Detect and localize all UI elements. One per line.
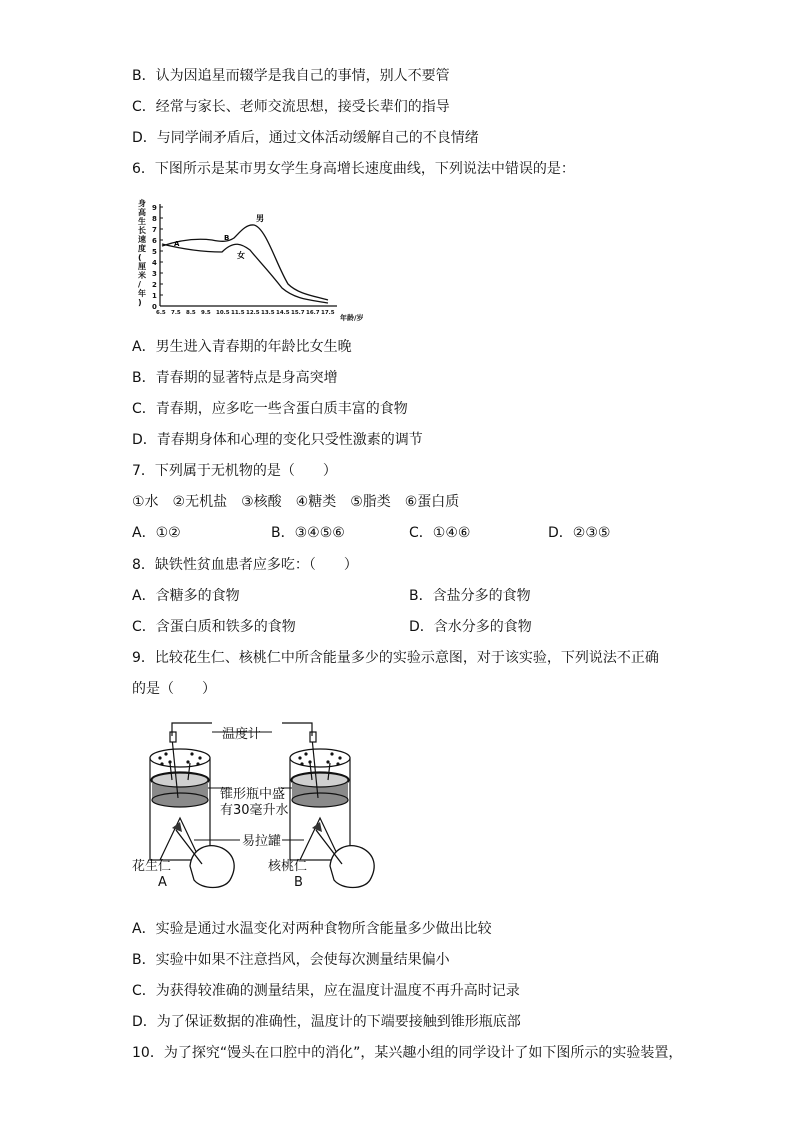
svg-text:): ) [138,298,142,307]
q10-stem: 10．为了探究“馒头在口腔中的消化”，某兴趣小组的同学设计了如下图所示的实验装置， [132,1045,683,1061]
chart-y-tick: 4 [152,259,157,267]
label-flask-line2: 有30毫升水 [220,803,289,818]
svg-text:长: 长 [138,226,146,235]
q8-option-b: B．含盐分多的食物 [409,588,531,604]
svg-text:身: 身 [138,199,146,208]
q6-option-d: D．青春期身体和心理的变化只受性激素的调节 [132,432,423,448]
svg-text:度: 度 [138,244,146,253]
q8-option-c: C．含蛋白质和铁多的食物 [132,619,296,635]
chart-y-tick: 8 [152,215,157,223]
chart-x-tick: 15.7 [291,310,305,316]
svg-text:米: 米 [138,271,146,280]
chart-x-tick: 16.7 [306,310,320,316]
svg-text:生: 生 [138,217,146,226]
q7-option-a: A．①② [132,525,181,541]
q7-option-d: D．②③⑤ [548,525,611,541]
q5-option-c: C．经常与家长、老师交流思想，接受长辈们的指导 [132,99,450,115]
chart-x-tick: 13.5 [261,310,275,316]
label-walnut: 核桃仁 [268,859,308,874]
q7-option-b: B．③④⑤⑥ [271,525,345,541]
q7-items: ①水 ②无机盐 ③核酸 ④糖类 ⑤脂类 ⑥蛋白质 [132,494,460,510]
chart-point-b: B [224,234,230,242]
chart-x-tick: 6.5 [156,310,166,316]
chart-x-tick: 8.5 [186,310,196,316]
q6-stem: 6．下图所示是某市男女学生身高增长速度曲线，下列说法中错误的是： [132,161,575,177]
q5-option-d: D．与同学闹矛盾后，通过文体活动缓解自己的不良情绪 [132,130,479,146]
chart-y-tick: 9 [152,204,157,212]
q6-option-c: C．青春期，应多吃一些含蛋白质丰富的食物 [132,401,408,417]
chart-y-tick: 6 [152,237,157,245]
chart-y-tick: 0 [152,303,157,311]
chart-y-tick: 5 [152,248,157,256]
q9-option-c: C．为获得较准确的测量结果，应在温度计温度不再升高时记录 [132,983,520,999]
chart-x-tick: 12.5 [246,310,260,316]
svg-text:高: 高 [138,208,146,217]
female-curve [162,244,328,303]
label-peanut: 花生仁 [132,859,172,874]
apparatus-a [150,723,212,860]
q9-stem-line2: 的是（ ） [132,681,216,697]
q8-option-a: A．含糖多的食物 [132,588,240,604]
apparatus-b [282,723,350,860]
chart-point-a: A [174,240,180,248]
q6-option-a: A．男生进入青春期的年龄比女生晚 [132,339,352,355]
chart-y-label [137,198,146,307]
q5-option-b: B．认为因追星而辍学是我自己的事情，别人不要管 [132,68,450,84]
svg-text:/: / [138,280,141,289]
chart-x-tick: 11.5 [231,310,245,316]
chart-x-tick: 14.5 [276,310,290,316]
q8-stem: 8．缺铁性贫血患者应多吃：（ ） [132,557,358,573]
chart-y-tick: 2 [152,281,157,289]
svg-text:厘: 厘 [138,262,146,271]
svg-text:(: ( [138,253,142,262]
male-curve [162,225,328,300]
label-thermometer: 温度计 [222,727,262,742]
q9-option-b: B．实验中如果不注意挡风，会使每次测量结果偏小 [132,952,450,968]
q9-option-d: D．为了保证数据的准确性，温度计的下端要接触到锥形瓶底部 [132,1014,521,1030]
chart-x-tick: 7.5 [171,310,181,316]
energy-experiment-figure [132,718,392,903]
chart-x-tick: 9.5 [201,310,211,316]
q6-option-b: B．青春期的显著特点是身高突增 [132,370,338,386]
q7-option-c: C．①④⑥ [409,525,471,541]
chart-x-tick: 10.5 [216,310,230,316]
label-can: 易拉罐 [242,834,282,849]
height-growth-chart [132,196,372,326]
chart-label-female: 女 [237,251,245,260]
chart-y-tick: 3 [152,270,157,278]
label-b: B [294,875,303,890]
chart-y-tick: 1 [152,292,157,300]
q9-option-a: A．实验是通过水温变化对两种食物所含能量多少做出比较 [132,921,492,937]
chart-y-tick: 7 [152,226,157,234]
q9-stem-line1: 9．比较花生仁、核桃仁中所含能量多少的实验示意图，对于该实验，下列说法不正确 [132,650,659,666]
chart-x-tick: 17.5 [321,310,335,316]
chart-x-label: 年龄/岁 [340,314,364,322]
svg-text:年: 年 [138,289,146,298]
svg-text:速: 速 [138,235,146,244]
label-flask-line1: 锥形瓶中盛 [220,787,286,802]
q8-option-d: D．含水分多的食物 [409,619,532,635]
label-a: A [158,875,167,890]
chart-label-male: 男 [256,214,264,223]
q7-stem: 7．下列属于无机物的是（ ） [132,463,337,479]
